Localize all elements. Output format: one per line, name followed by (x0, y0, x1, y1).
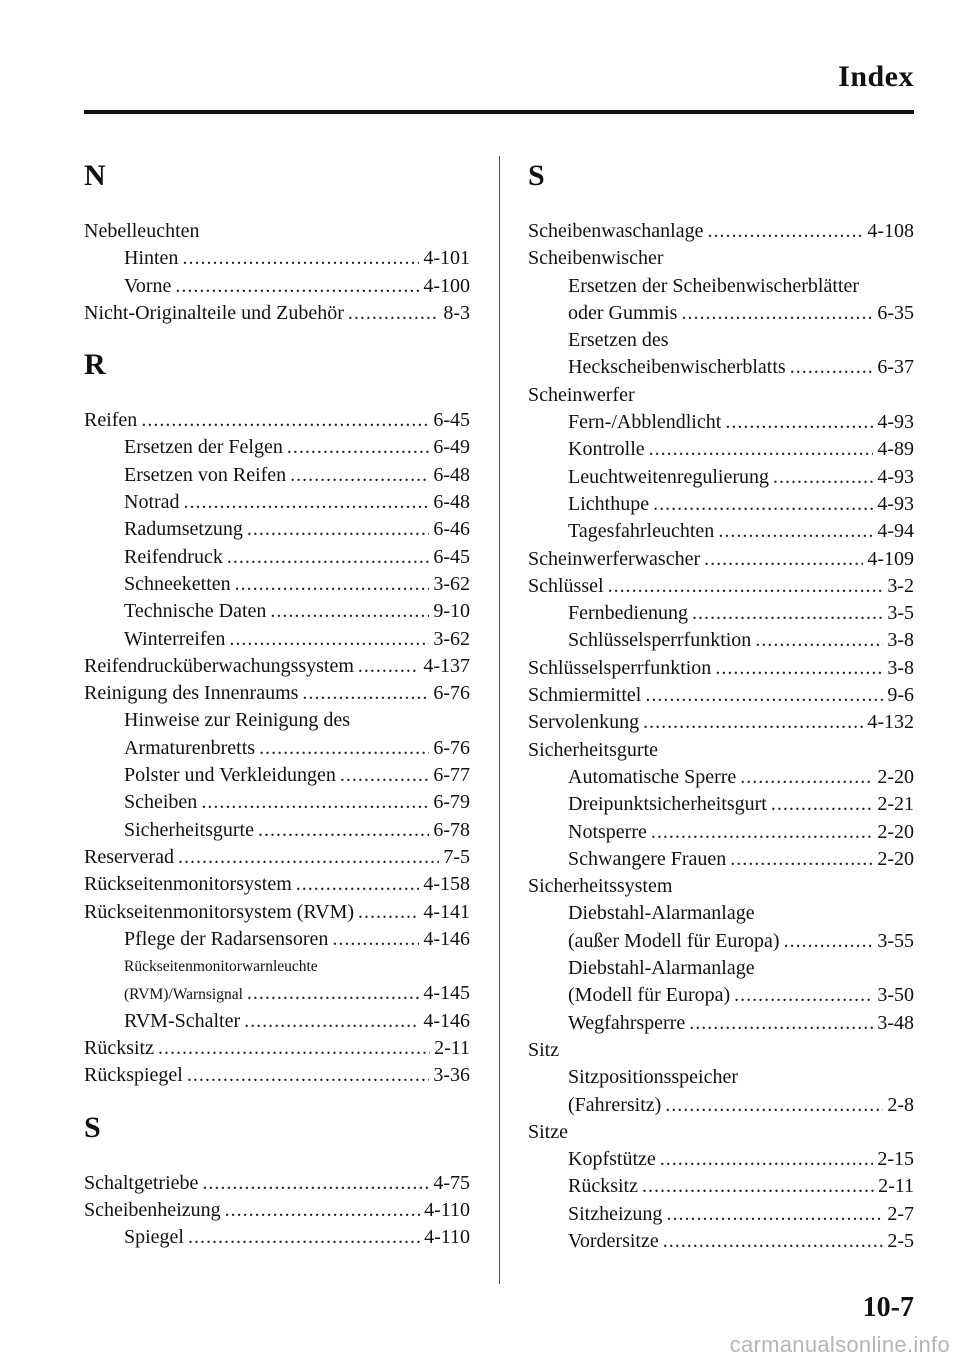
entry-label: Reserverad (84, 845, 174, 868)
dot-leader (645, 682, 883, 709)
entry-label: Reifendruck (124, 545, 223, 568)
entry-page-ref: 4-146 (423, 927, 470, 950)
index-entry (528, 1037, 914, 1064)
entry-label: Hinweise zur Reinigung des (124, 709, 351, 732)
dot-leader (225, 1197, 420, 1224)
index-entry (528, 382, 914, 409)
index-subentry (84, 245, 470, 272)
entry-page-ref: 6-35 (877, 301, 914, 324)
dot-leader (725, 409, 873, 436)
dot-leader (704, 546, 863, 573)
index-entry (528, 573, 914, 600)
index-subentry (528, 518, 914, 545)
entry-page-ref: 2-8 (887, 1093, 914, 1116)
entry-page-ref: 6-46 (433, 518, 470, 541)
entry-page-ref: 6-79 (433, 791, 470, 814)
index-subentry (528, 1201, 914, 1228)
dot-leader (715, 655, 883, 682)
index-subentry (528, 1092, 914, 1119)
entry-label: Schaltgetriebe (84, 1171, 199, 1194)
header-rule (84, 110, 914, 114)
entry-page-ref: 4-146 (423, 1009, 470, 1032)
entry-label: Wegfahrsperre (568, 1011, 686, 1034)
entry-label: Scheinwerfer (528, 383, 635, 406)
dot-leader (718, 518, 873, 545)
entry-label: Scheiben (124, 791, 198, 814)
dot-leader (259, 735, 429, 762)
index-subentry (84, 789, 470, 816)
dot-leader (178, 844, 439, 871)
index-subentry (528, 491, 914, 518)
entry-label: Rückspiegel (84, 1064, 183, 1087)
entry-page-ref: 2-20 (877, 847, 914, 870)
index-subentry (84, 434, 470, 461)
dot-leader (202, 1170, 429, 1197)
entry-label: Scheinwerferwascher (528, 547, 701, 570)
entry-page-ref: 3-62 (433, 572, 470, 595)
dot-leader (771, 791, 873, 818)
entry-page-ref: 6-48 (433, 491, 470, 514)
index-entry (84, 407, 470, 434)
entry-page-ref: 3-50 (877, 984, 914, 1007)
entry-page-ref: 3-2 (887, 574, 914, 597)
dot-leader (784, 928, 874, 955)
entry-label: Notsperre (568, 820, 647, 843)
entry-page-ref: 3-8 (887, 629, 914, 652)
index-subentry (528, 409, 914, 436)
dot-leader (790, 354, 874, 381)
dot-leader (740, 764, 873, 791)
index-subentry (84, 926, 470, 953)
entry-label: Notrad (124, 491, 180, 514)
entry-label: Scheibenwischer (528, 247, 664, 270)
entry-page-ref: 8-3 (443, 301, 470, 324)
entry-label: Rückseitenmonitorsystem (RVM) (84, 900, 355, 923)
index-entry (528, 655, 914, 682)
dot-leader (665, 1092, 883, 1119)
entry-page-ref: 6-49 (433, 436, 470, 459)
column-divider (499, 156, 500, 1284)
index-subentry (84, 626, 470, 653)
entry-page-ref: 6-45 (433, 545, 470, 568)
index-subentry (528, 791, 914, 818)
entry-label: Schlüsselsperrfunktion (528, 656, 712, 679)
index-entry (84, 680, 470, 707)
entry-label: Sitz (528, 1038, 560, 1061)
dot-leader (755, 627, 883, 654)
entry-label: Scheibenwaschanlage (528, 220, 704, 242)
dot-leader (340, 762, 430, 789)
dot-leader (287, 434, 430, 461)
dot-leader (608, 573, 884, 600)
index-subentry (84, 462, 470, 489)
entry-label: Technische Daten (124, 600, 267, 623)
dot-leader (141, 407, 429, 434)
dot-leader (158, 1035, 430, 1062)
entry-page-ref: 6-45 (433, 409, 470, 432)
entry-page-ref: 4-101 (423, 247, 470, 270)
entry-page-ref: 9-6 (887, 684, 914, 707)
entry-page-ref: 6-78 (433, 818, 470, 841)
entry-page-ref: 4-137 (423, 654, 470, 677)
index-entry (528, 682, 914, 709)
index-subentry (84, 735, 470, 762)
dot-leader (201, 789, 429, 816)
entry-label: Rückseitenmonitorwarnleuchte (124, 958, 318, 976)
entry-label: (RVM)/Warnsignal (124, 986, 243, 1004)
entry-label: oder Gummis (568, 301, 678, 324)
dot-leader (188, 1224, 420, 1251)
entry-page-ref: 6-76 (433, 736, 470, 759)
entry-label: Sitzheizung (568, 1202, 663, 1225)
entry-page-ref: 2-11 (434, 1037, 470, 1060)
entry-label: (Fahrersitz) (568, 1093, 662, 1116)
dot-leader (773, 464, 873, 491)
entry-page-ref: 4-94 (877, 520, 914, 543)
entry-page-ref: 3-62 (433, 627, 470, 650)
entry-label: Sitzpositionsspeicher (568, 1066, 738, 1089)
index-subentry (84, 273, 470, 300)
index-subentry (528, 1228, 914, 1255)
entry-page-ref: 4-89 (877, 438, 914, 461)
entry-page-ref: 4-145 (423, 982, 470, 1005)
entry-page-ref: 2-15 (877, 1148, 914, 1171)
entry-label: Reinigung des Innenraums (84, 682, 299, 705)
entry-label: Ersetzen von Reifen (124, 463, 287, 486)
index-subentry (528, 273, 914, 300)
dot-leader (663, 1228, 884, 1255)
dot-leader (348, 300, 439, 327)
entry-page-ref: 4-100 (423, 274, 470, 297)
entry-label: Winterreifen (124, 627, 226, 650)
entry-page-ref: 4-110 (424, 1198, 470, 1221)
entry-page-ref: 4-93 (877, 465, 914, 488)
entry-label: Schlüsselsperrfunktion (568, 629, 752, 652)
index-entry (528, 709, 914, 736)
dot-leader (681, 300, 873, 327)
entry-label: Armaturenbretts (124, 736, 256, 759)
index-subentry (528, 846, 914, 873)
entry-label: Sicherheitsgurte (528, 738, 658, 761)
entry-label: Schwangere Frauen (568, 847, 727, 870)
index-subentry (528, 955, 914, 982)
index-subentry (528, 1146, 914, 1173)
dot-leader (175, 273, 419, 300)
index-entry (528, 546, 914, 573)
entry-page-ref: 9-10 (433, 600, 470, 623)
dot-leader (187, 1062, 429, 1089)
index-entry (528, 737, 914, 764)
index-subentry (528, 982, 914, 1009)
entry-label: Heckscheibenwischerblatts (568, 356, 786, 379)
dot-leader (247, 980, 419, 1007)
entry-page-ref: 3-36 (433, 1064, 470, 1087)
entry-page-ref: 2-7 (887, 1202, 914, 1225)
index-entry (528, 1119, 914, 1146)
entry-label: Tagesfahrleuchten (568, 520, 715, 543)
entry-label: Reifen (84, 409, 138, 432)
entry-label: (außer Modell für Europa) (568, 929, 780, 952)
entry-page-ref: 2-11 (878, 1175, 914, 1198)
entry-label: Pflege der Radarsensoren (124, 927, 329, 950)
index-subentry (528, 1010, 914, 1037)
entry-label: Vorne (124, 274, 172, 297)
dot-leader (296, 871, 420, 898)
dot-leader (651, 819, 873, 846)
entry-page-ref: 2-20 (877, 765, 914, 788)
index-entry (84, 300, 470, 327)
index-column-left (84, 150, 470, 1252)
entry-page-ref: 4-93 (877, 492, 914, 515)
entry-label: Hinten (124, 247, 179, 270)
watermark-link[interactable]: carmanualsonline.info (729, 1332, 950, 1357)
dot-leader (660, 1146, 874, 1173)
index-entry (528, 873, 914, 900)
index-subentry (528, 764, 914, 791)
index-entry (84, 1062, 470, 1089)
entry-label: Vordersitze (568, 1229, 659, 1252)
index-subentry (528, 600, 914, 627)
index-subentry (528, 627, 914, 654)
entry-label: Ersetzen der Felgen (124, 436, 283, 459)
index-subentry (84, 953, 470, 980)
entry-label: Scheibenheizung (84, 1198, 221, 1221)
entry-page-ref: 6-77 (433, 764, 470, 787)
entry-label: RVM-Schalter (124, 1009, 241, 1032)
index-subentry (528, 354, 914, 381)
dot-leader (229, 626, 429, 653)
dot-leader (227, 544, 429, 571)
section-letter: S (528, 159, 545, 192)
index-entry (84, 899, 470, 926)
entry-label: Lichthupe (568, 492, 650, 515)
entry-label: (Modell für Europa) (568, 984, 731, 1007)
entry-label: Rücksitz (568, 1175, 638, 1198)
index-subentry (84, 980, 470, 1007)
dot-leader (184, 489, 430, 516)
entry-label: Kontrolle (568, 438, 645, 461)
entry-page-ref: 7-5 (443, 845, 470, 868)
index-subentry (84, 762, 470, 789)
entry-page-ref: 4-110 (424, 1226, 470, 1249)
entry-label: Sitze (528, 1120, 568, 1143)
index-entry (84, 844, 470, 871)
page-title: Index (838, 60, 914, 93)
index-entry (84, 218, 470, 245)
entry-label: Kopfstütze (568, 1148, 656, 1171)
dot-leader (643, 709, 863, 736)
index-subentry (528, 464, 914, 491)
entry-page-ref: 4-75 (433, 1171, 470, 1194)
dot-leader (358, 653, 419, 680)
dot-leader (182, 245, 419, 272)
index-subentry (84, 1224, 470, 1251)
dot-leader (707, 218, 863, 245)
entry-page-ref: 4-132 (867, 711, 914, 734)
dot-leader (649, 436, 874, 463)
index-subentry (528, 436, 914, 463)
entry-label: Servolenkung (528, 711, 640, 734)
entry-label: Nebelleuchten (84, 220, 200, 242)
entry-page-ref: 4-108 (867, 220, 914, 242)
index-entry (84, 1170, 470, 1197)
index-subentry (84, 516, 470, 543)
index-subentry (528, 1173, 914, 1200)
entry-page-ref: 6-76 (433, 682, 470, 705)
entry-label: Schlüssel (528, 574, 604, 597)
entry-label: Diebstahl-Alarmanlage (568, 902, 755, 925)
entry-page-ref: 4-141 (423, 900, 470, 923)
index-subentry (84, 571, 470, 598)
entry-page-ref: 4-109 (867, 547, 914, 570)
index-subentry (528, 928, 914, 955)
dot-leader (666, 1201, 883, 1228)
entry-label: Automatische Sperre (568, 765, 737, 788)
entry-page-ref: 2-21 (877, 793, 914, 816)
dot-leader (290, 462, 429, 489)
section-letter: N (84, 159, 106, 192)
entry-label: Ersetzen der Scheibenwischerblätter (568, 274, 859, 297)
entry-page-ref: 3-48 (877, 1011, 914, 1034)
entry-page-ref: 4-158 (423, 873, 470, 896)
page-number: 10-7 (862, 1292, 914, 1323)
entry-page-ref: 2-20 (877, 820, 914, 843)
entry-page-ref: 2-5 (887, 1229, 914, 1252)
entry-label: Nicht-Originalteile und Zubehör (84, 301, 344, 324)
dot-leader (235, 571, 430, 598)
index-subentry (528, 900, 914, 927)
index-entry (84, 871, 470, 898)
index-subentry (528, 327, 914, 354)
index-entry (84, 653, 470, 680)
entry-label: Sicherheitssystem (528, 875, 673, 898)
entry-label: Dreipunktsicherheitsgurt (568, 793, 767, 816)
entry-label: Rücksitz (84, 1037, 154, 1060)
dot-leader (270, 598, 429, 625)
index-subentry (84, 817, 470, 844)
entry-label: Diebstahl-Alarmanlage (568, 957, 755, 980)
entry-label: Sicherheitsgurte (124, 818, 254, 841)
index-column-right (528, 150, 914, 1255)
dot-leader (258, 817, 429, 844)
entry-label: Radumsetzung (124, 518, 243, 541)
dot-leader (653, 491, 873, 518)
index-subentry (84, 489, 470, 516)
entry-page-ref: 4-93 (877, 411, 914, 434)
dot-leader (247, 516, 429, 543)
entry-label: Fern-/Abblendlicht (568, 411, 722, 434)
entry-label: Schneeketten (124, 572, 231, 595)
entry-page-ref: 3-5 (887, 602, 914, 625)
entry-label: Schmiermittel (528, 684, 642, 707)
dot-leader (692, 600, 883, 627)
index-subentry (84, 707, 470, 734)
entry-label: Rückseitenmonitorsystem (84, 873, 292, 896)
dot-leader (244, 1008, 419, 1035)
section-letter: S (84, 1110, 101, 1144)
index-entry (528, 245, 914, 272)
index-subentry (84, 1008, 470, 1035)
entry-label: Reifendrucküberwachungssystem (84, 654, 354, 677)
dot-leader (358, 899, 419, 926)
index-subentry (528, 300, 914, 327)
dot-leader (734, 982, 873, 1009)
entry-label: Fernbedienung (568, 602, 688, 625)
index-subentry (84, 598, 470, 625)
entry-page-ref: 6-37 (877, 356, 914, 379)
index-subentry (528, 819, 914, 846)
index-entry (528, 218, 914, 245)
index-subentry (84, 544, 470, 571)
dot-leader (689, 1010, 873, 1037)
index-entry (84, 1197, 470, 1224)
entry-page-ref: 3-55 (877, 929, 914, 952)
dot-leader (730, 846, 873, 873)
entry-page-ref: 3-8 (887, 656, 914, 679)
entry-page-ref: 6-48 (433, 463, 470, 486)
entry-label: Leuchtweitenregulierung (568, 465, 770, 488)
entry-label: Polster und Verkleidungen (124, 764, 336, 787)
dot-leader (332, 926, 419, 953)
dot-leader (642, 1173, 874, 1200)
entry-label: Ersetzen des (568, 329, 669, 352)
index-subentry (528, 1064, 914, 1091)
dot-leader (302, 680, 429, 707)
index-entry (84, 1035, 470, 1062)
section-letter: R (84, 348, 106, 382)
entry-label: Spiegel (124, 1226, 184, 1249)
